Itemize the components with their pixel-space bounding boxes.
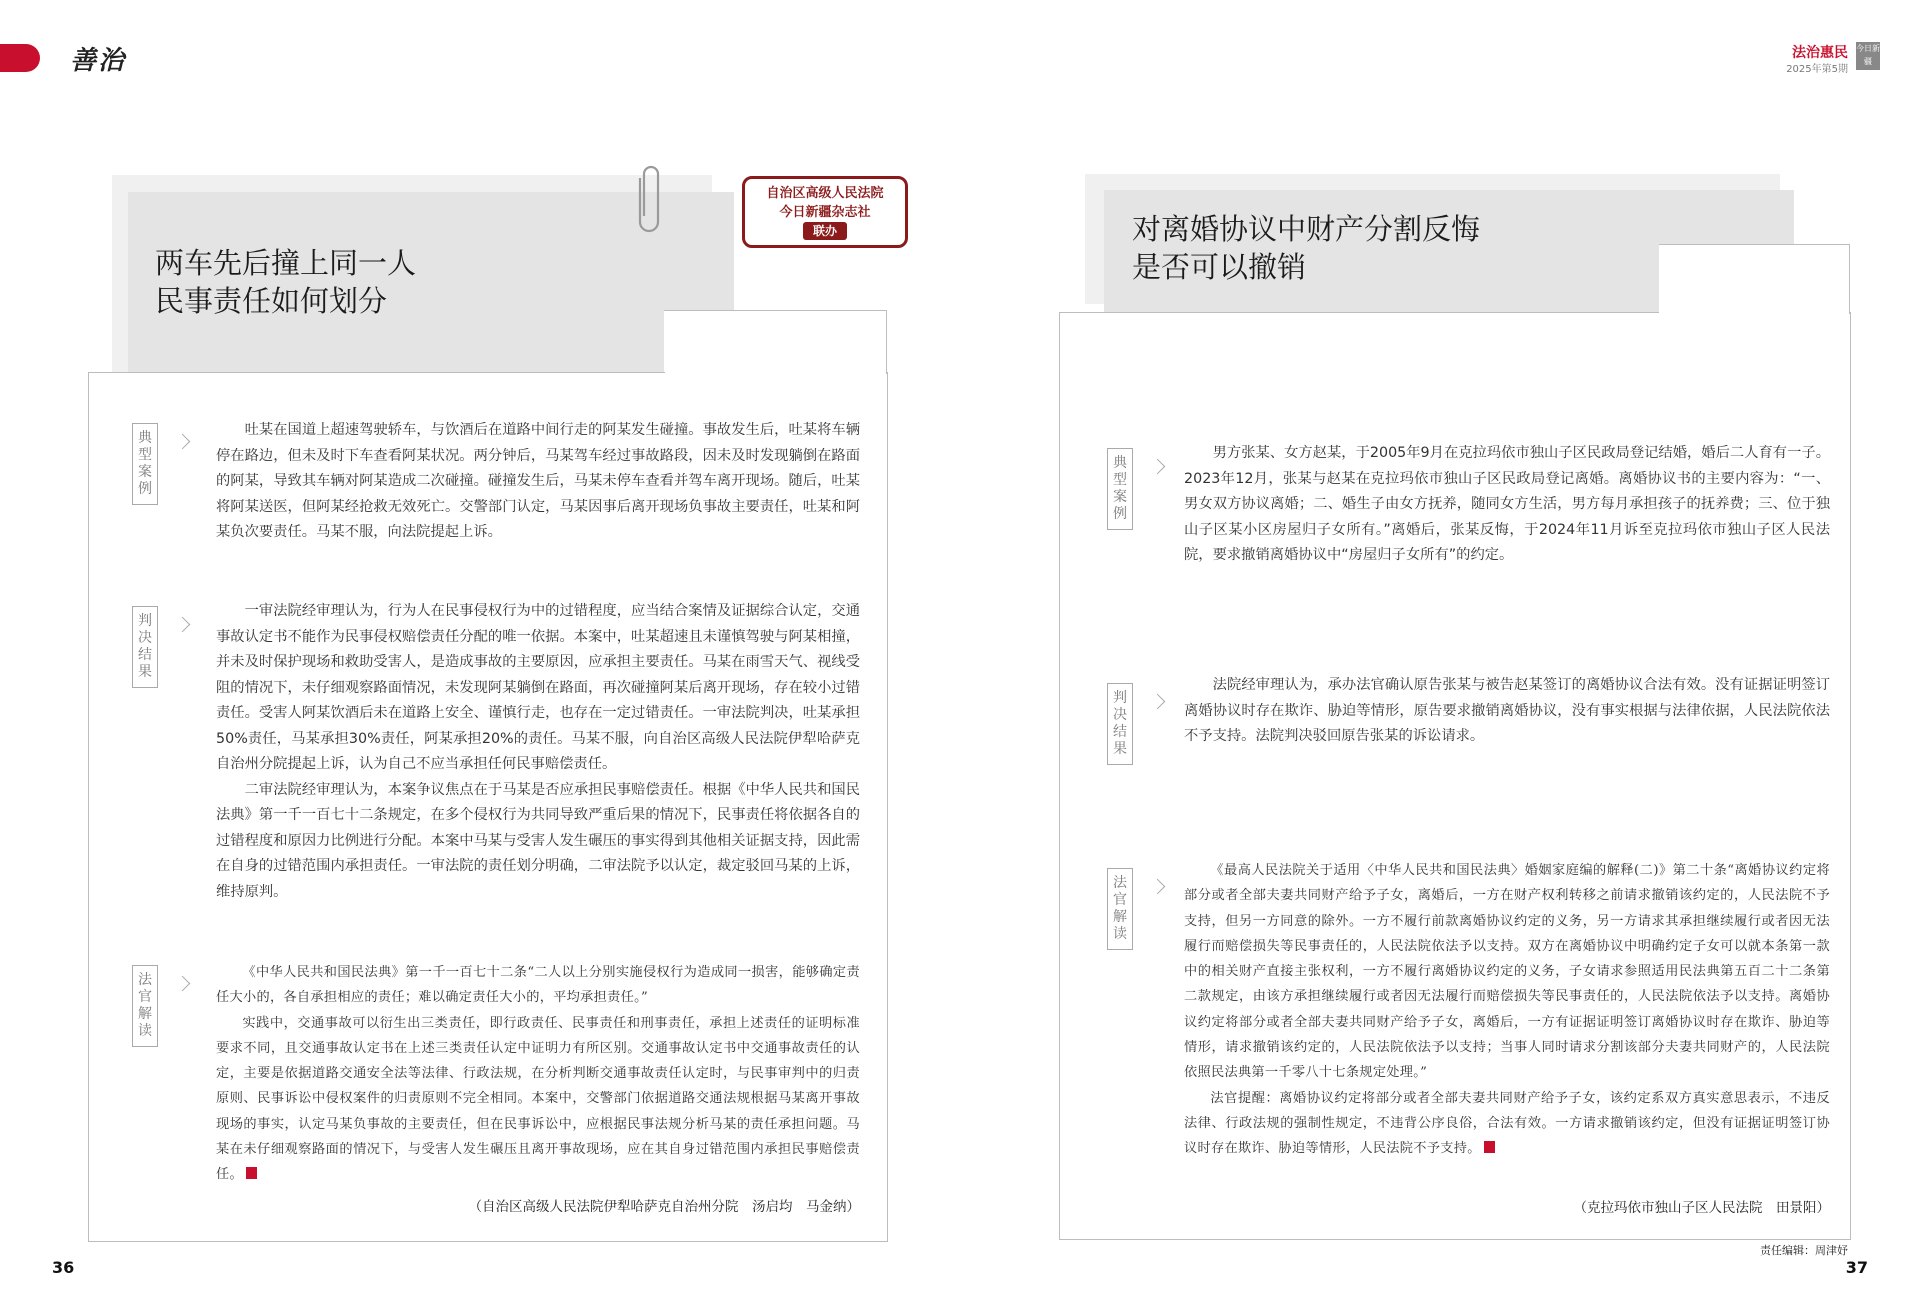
right-case-section xyxy=(1184,441,1830,569)
right-case-tag: 典型案例 xyxy=(1107,448,1133,530)
left-case-section xyxy=(216,418,860,546)
left-judge-section xyxy=(216,960,860,1188)
end-mark-icon xyxy=(246,1167,257,1179)
right-case-text: 男方张某、女方赵某，于2005年9月在克拉玛依市独山子区民政局登记结婚，婚后二人育有一子。2023年12月，张某与赵某在克拉玛依市独山子区民政局登记离婚。离婚协议书的主要内容为：“一、男女双方协议离婚；二、婚生子由女方抚养，随同女方生活，男方每月承担孩子的抚养费；三、位于独山子区某小区房屋归子女所有。”离婚后，张某反悔，于2024年11月诉至克拉玛依市独山子区人民法院，要求撤销离婚协议中“房屋归子女所有”的约定。 xyxy=(1184,445,1830,563)
section-marker xyxy=(0,44,40,72)
right-verdict-tag: 判决结果 xyxy=(1107,683,1133,765)
magazine-logo: 今日新疆 xyxy=(1856,42,1880,70)
left-title-line-1: 两车先后撞上同一人 xyxy=(155,246,417,280)
left-card-top-line xyxy=(88,372,665,373)
right-title-line-1: 对离婚协议中财产分割反悔 xyxy=(1132,212,1481,246)
right-article-title xyxy=(1132,210,1480,286)
left-case-text: 吐某在国道上超速驾驶轿车，与饮酒后在道路中间行走的阿某发生碰撞。事故发生后，吐某将车辆停在路边，但未及时下车查看阿某状况。两分钟后，马某驾车经过事故路段，因未及时发现躺倒在路面的阿某，导致其车辆对阿某造成二次碰撞。碰撞发生后，马某未停车查看并驾车离开现场。随后，吐某将阿某送医，但阿某经抢救无效死亡。交警部门认定，马某因事后离开现场负事故主要责任，吐某和阿某负次要责任。马某不服，向法院提起上诉。 xyxy=(216,422,860,540)
end-mark-icon xyxy=(1484,1141,1495,1153)
right-judge-paragraph-1: 《最高人民法院关于适用〈中华人民共和国民法典〉婚姻家庭编的解释(二)》第二十条“离婚协议约定将部分或者全部夫妻共同财产给予子女，离婚后，一方在财产权利转移之前请求撤销该约定的，人民法院不予支持，但另一方同意的除外。一方不履行前款离婚协议约定的义务，另一方请求其承担继续履行或者因无法履行而赔偿损失等民事责任的，人民法院依法予以支持。双方在离婚协议中明确约定子女可以就本条第一款中的相关财产直接主张权利，一方不履行离婚协议约定的义务，子女请求参照适用民法典第五百二十二条第二款规定，由该方承担继续履行或者因无法履行而赔偿损失等民事责任的，人民法院依法予以支持。离婚协议约定将部分或者全部夫妻共同财产给予子女，离婚后，一方有证据证明签订离婚协议时存在欺诈、胁迫等情形，请求撤销该约定的，人民法院依法予以支持；当事人同时请求分割该部分夫妻共同财产的，人民法院依照民法典第一千零八十七条规定处理。” xyxy=(1184,863,1830,1081)
left-judge-paragraph-2: 实践中，交通事故可以衍生出三类责任，即行政责任、民事责任和刑事责任，承担上述责任的证明标准要求不同，且交通事故认定书在上述三类责任认定中证明力有所区别。交通事故认定书中交通事故责任的认定，主要是依据道路交通安全法等法律、行政法规，在分析判断交通事故责任认定时，与民事审判中的归责原则、民事诉讼中侵权案件的归责原则不完全相同。本案中，交警部门依据道路交通法规根据马某离开事故现场的事实，认定马某负事故的主要责任，但在民事诉讼中，应根据民事法规分析马某的责任承担问题。马某在未仔细观察路面的情况下，与受害人发生碾压且离开事故现场，应在其自身过错范围内承担民事赔偿责任。 xyxy=(216,1015,860,1183)
stamp-magazine-name: 今日新疆杂志社 xyxy=(779,205,871,220)
paperclip-icon xyxy=(626,164,666,240)
left-title-line-2: 民事责任如何划分 xyxy=(155,284,388,318)
magazine-column: 法治惠民 xyxy=(1792,45,1848,61)
right-page-number: 37 xyxy=(1845,1258,1868,1277)
left-judge-tag: 法官解读 xyxy=(132,965,158,1047)
responsible-editor: 责任编辑：周津妤 xyxy=(1760,1244,1848,1257)
left-verdict-section xyxy=(216,599,860,905)
left-judge-paragraph-1: 《中华人民共和国民法典》第一千一百七十二条“二人以上分别实施侵权行为造成同一损害，能够确定责任大小的，各自承担相应的责任；难以确定责任大小的，平均承担责任。” xyxy=(216,965,860,1006)
left-verdict-paragraph-1: 一审法院经审理认为，行为人在民事侵权行为中的过错程度，应当结合案情及证据综合认定，交通事故认定书不能作为民事侵权赔偿责任分配的唯一依据。本案中，吐某超速且未谨慎驾驶与阿某相撞，并未及时保护现场和救助受害人，是造成事故的主要原因，应承担主要责任。马某在雨雪天气、视线受阻的情况下，未仔细观察路面情况，未发现阿某躺倒在路面，再次碰撞阿某后离开现场，存在较小过错责任。受害人阿某饮酒后未在道路上安全、谨慎行走，也存在一定过错责任。一审法院判决，吐某承担50%责任，马某承担30%责任，阿某承担20%的责任。马某不服，向自治区高级人民法院伊犁哈萨克自治州分院提起上诉，认为自己不应当承担任何民事赔偿责任。 xyxy=(216,603,860,772)
right-verdict-section xyxy=(1184,673,1830,750)
right-card-top-edge xyxy=(1659,244,1850,314)
right-judge-paragraph-2: 法官提醒：离婚协议约定将部分或者全部夫妻共同财产给予子女，该约定系双方真实意思表示，不违反法律、行政法规的强制性规定，不违背公序良俗，合法有效。一方请求撤销该约定，但没有证据证明签订协议时存在欺诈、胁迫等情形，人民法院不予支持。 xyxy=(1184,1090,1830,1157)
left-article-title xyxy=(155,244,416,320)
left-case-tag: 典型案例 xyxy=(132,423,158,505)
stamp-court-name: 自治区高级人民法院 xyxy=(766,186,884,201)
right-judge-tag: 法官解读 xyxy=(1107,868,1133,950)
stamp-badge: 联办 xyxy=(803,222,847,240)
section-title: 善治 xyxy=(70,46,127,76)
right-signature: （克拉玛依市独山子区人民法院 田景阳） xyxy=(1573,1200,1830,1216)
left-card-top-edge xyxy=(664,310,887,374)
left-verdict-tag: 判决结果 xyxy=(132,606,158,688)
magazine-issue: 2025年第5期 xyxy=(1786,64,1848,75)
co-organizer-stamp xyxy=(742,176,908,248)
right-verdict-text: 法院经审理认为，承办法官确认原告张某与被告赵某签订的离婚协议合法有效。没有证据证明签订离婚协议时存在欺诈、胁迫等情形，原告要求撤销离婚协议，没有事实根据与法律依据，人民法院依法不予支持。法院判决驳回原告张某的诉讼请求。 xyxy=(1184,677,1830,744)
right-title-line-2: 是否可以撤销 xyxy=(1132,250,1307,284)
right-judge-section xyxy=(1184,858,1830,1162)
left-verdict-paragraph-2: 二审法院经审理认为，本案争议焦点在于马某是否应承担民事赔偿责任。根据《中华人民共和国民法典》第一千一百七十二条规定，在多个侵权行为共同导致严重后果的情况下，民事责任将依据各自的过错程度和原因力比例进行分配。本案中马某与受害人发生碾压的事实得到其他相关证据支持，因此需在自身的过错范围内承担责任。一审法院的责任划分明确，二审法院予以认定，裁定驳回马某的上诉，维持原判。 xyxy=(216,781,860,900)
left-signature: （自治区高级人民法院伊犁哈萨克自治州分院 汤启均 马金纳） xyxy=(468,1199,860,1215)
left-page-number: 36 xyxy=(52,1258,75,1277)
